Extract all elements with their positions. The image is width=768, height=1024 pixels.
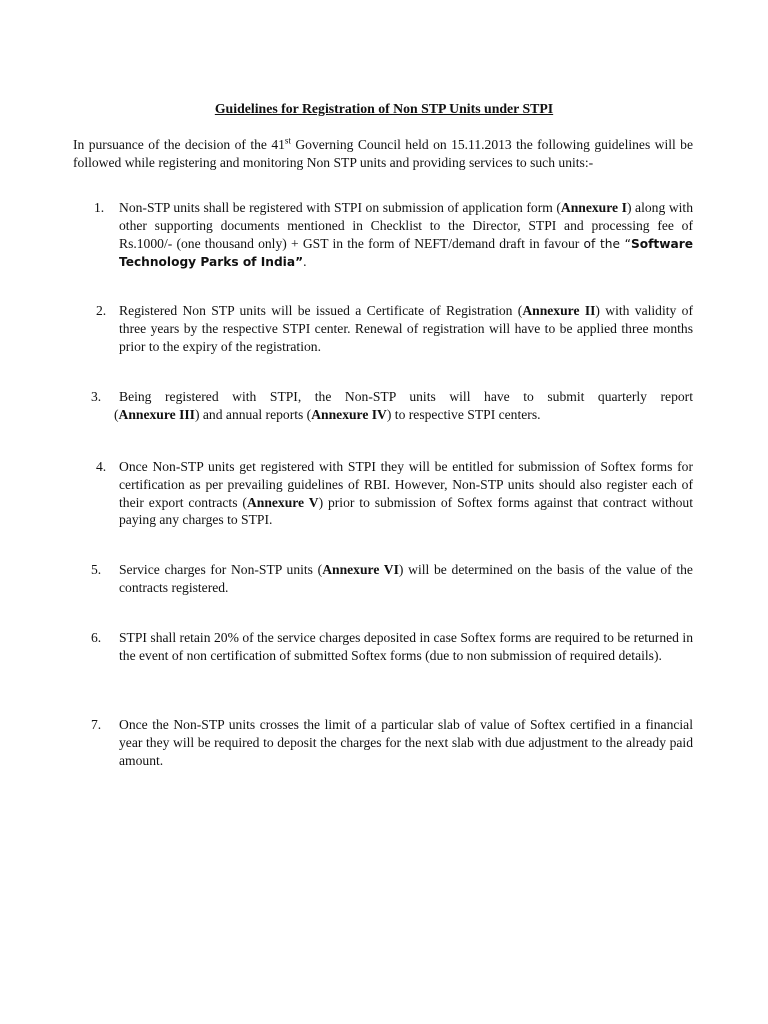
guideline-item-5: [87, 561, 693, 597]
item-text-part: of the “: [583, 236, 631, 251]
item-number: 7.: [91, 717, 102, 732]
annexure-reference: Annexure I: [560, 200, 627, 215]
annexure-reference: Annexure IV: [311, 406, 387, 422]
intro-text-1: In pursuance of the decision of the 41: [73, 137, 285, 152]
intro-superscript: st: [284, 135, 291, 146]
item-text-part: Being registered with STPI, the Non-STP units will have to submit quarterly report: [119, 389, 693, 404]
item-text-part: ) to respective STPI centers.: [386, 406, 541, 422]
item-text-part: ) and annual reports (: [194, 406, 312, 422]
guideline-item-1: [87, 199, 693, 272]
guideline-item-4: [87, 458, 693, 529]
item-text-part: Non-STP units shall be registered with STPI on submission of application form (: [119, 200, 561, 215]
item-number: 5.: [91, 562, 102, 577]
intro-text-2: Governing Council held on 15.11.2013 the following guidelines will be followed while registering and monitoring Non STP units and providing services to such units:-: [73, 137, 693, 170]
item-text-part: ) with validity of three years by the respective STPI center. Renewal of registration will have to be applied three months prior to the expiry of the registration.: [119, 303, 693, 354]
organisation-name: Software Technology Parks of India”: [119, 236, 694, 270]
item-text: [114, 388, 693, 424]
guideline-item-6: [87, 629, 693, 665]
item-text: Once the Non-STP units crosses the limit of a particular slab of value of Softex certified in a financial year they will be required to deposit the charges for the next slab with due adjustment to the already paid amount.: [119, 717, 693, 768]
item-text: [119, 199, 693, 272]
item-text-part: (: [114, 406, 119, 422]
intro-paragraph: [73, 136, 693, 172]
annexure-reference: Annexure III: [118, 406, 195, 422]
item-text-part: Once Non-STP units get registered with STPI they will be entitled for submission of Softex forms for certification as per prevailing guidelines of RBI. However, Non-STP units should also register each of their export contracts (: [119, 459, 693, 510]
item-number: 3.: [91, 389, 102, 404]
item-text: [119, 302, 693, 355]
guideline-item-7: [87, 716, 693, 769]
item-number: 6.: [91, 630, 102, 645]
guideline-item-3: [87, 388, 693, 424]
item-number: 4.: [96, 459, 107, 474]
annexure-reference: Annexure II: [522, 303, 596, 318]
item-text-part: Registered Non STP units will be issued a Certificate of Registration (: [119, 303, 523, 318]
item-text-part: ) along with other supporting documents mentioned in Checklist to the Director, STPI and processing fee of Rs.1000/- (one thousand only) + GST in the form of NEFT/demand draft in favour: [119, 200, 693, 251]
item-text: [119, 561, 693, 597]
annexure-reference: Annexure VI: [322, 562, 399, 577]
page-title: Guidelines for Registration of Non STP Units under STPI: [214, 101, 554, 116]
item-text-part: ) will be determined on the basis of the value of the contracts registered.: [119, 562, 693, 595]
item-text: STPI shall retain 20% of the service charges deposited in case Softex forms are required to be returned in the event of non certification of submitted Softex forms (due to non submission of required details).: [119, 630, 693, 663]
item-text-part: Service charges for Non-STP units (: [119, 562, 323, 577]
guideline-item-2: [87, 302, 693, 355]
item-text-part: .: [303, 254, 307, 270]
item-number: 2.: [96, 303, 107, 318]
item-number: 1.: [94, 200, 105, 215]
item-text: [119, 458, 693, 529]
annexure-reference: Annexure V: [246, 494, 319, 510]
item-text-part: ) prior to submission of Softex forms against that contract without paying any charges to STPI.: [119, 494, 693, 528]
